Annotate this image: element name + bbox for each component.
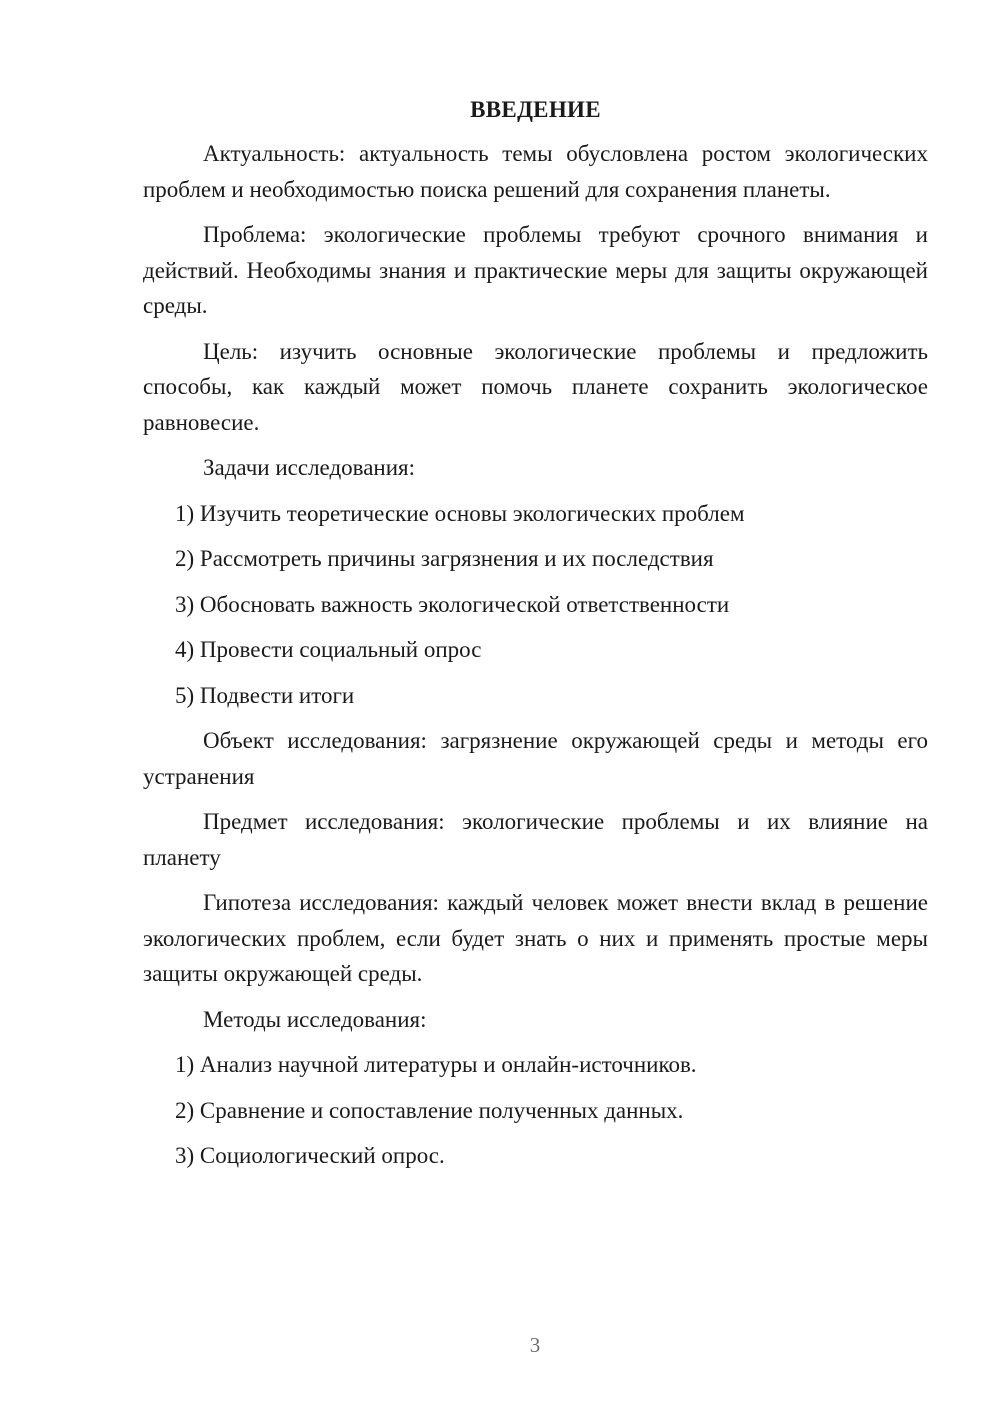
relevance-paragraph: Актуальность: актуальность темы обусловлена ростом экологических проблем и необходимостью поиска решений для сохранения планеты.: [143, 141, 928, 202]
tasks-list: [143, 496, 928, 714]
goal-paragraph: Цель: изучить основные экологические проблемы и предложить способы, как каждый может помочь планете сохранить экологическое равновесие.: [143, 338, 928, 435]
method-item: 1) Анализ научной литературы и онлайн-источников.: [175, 1052, 697, 1077]
task-item: 2) Рассмотреть причины загрязнения и их последствия: [175, 546, 714, 571]
methods-heading: Методы исследования:: [203, 1006, 427, 1032]
section-title: ВВЕДЕНИЕ: [470, 97, 601, 122]
task-item: 4) Провести социальный опрос: [175, 637, 482, 662]
methods-list: [143, 1047, 928, 1174]
hypothesis-paragraph: Гипотеза исследования: каждый человек может внести вклад в решение экологических проблем, если будет знать о них и применять простые меры защиты окружающей среды.: [143, 890, 928, 986]
task-item: 3) Обосновать важность экологической ответственности: [175, 591, 730, 617]
tasks-heading: Задачи исследования:: [203, 455, 416, 480]
subject-paragraph: Предмет исследования: экологические проблемы и их влияние на планету: [143, 809, 928, 870]
object-paragraph: Объект исследования: загрязнение окружающей среды и методы его устранения: [143, 728, 928, 789]
method-item: 2) Сравнение и сопоставление полученных данных.: [175, 1097, 684, 1123]
page-number: 3: [529, 1333, 541, 1357]
method-item: 3) Социологический опрос.: [175, 1143, 445, 1168]
task-item: 5) Подвести итоги: [175, 682, 355, 708]
document-body: [143, 92, 928, 1184]
task-item: 1) Изучить теоретические основы экологических проблем: [175, 500, 745, 526]
problem-paragraph: Проблема: экологические проблемы требуют срочного внимания и действий. Необходимы знания и практические меры для защиты окружающей среды.: [143, 222, 928, 318]
